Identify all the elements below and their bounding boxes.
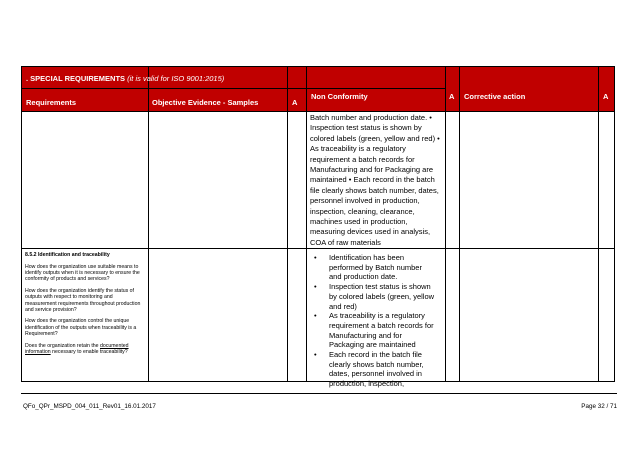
question-text: Does the organization retain the xyxy=(25,342,100,349)
column-header-corrective-action: Corrective action xyxy=(464,92,526,101)
non-conformity-bullet-list xyxy=(310,253,445,389)
table-border-left xyxy=(21,67,22,381)
text-line: machines used in production, xyxy=(310,217,408,227)
text-line: performed by Batch number xyxy=(329,262,422,272)
footer-page-number: Page 32 / 71 xyxy=(581,403,617,410)
text-line: requirement a batch records for xyxy=(329,320,434,330)
question-text: necessary to enable traceability? xyxy=(50,348,128,355)
text-line: COA of raw materials xyxy=(310,237,381,247)
column-divider xyxy=(148,67,149,381)
column-divider xyxy=(445,67,446,381)
footer-document-code: QFo_QPr_MSPD_004_011_Rev01_16.01.2017 xyxy=(23,403,156,410)
text-line: clearly shows batch number, xyxy=(329,359,424,369)
text-line: Batch number and production date. • xyxy=(310,113,432,122)
column-divider xyxy=(598,67,599,381)
table-border-right xyxy=(614,67,615,381)
requirement-question xyxy=(25,343,145,356)
column-divider xyxy=(306,67,307,381)
requirement-question: How does the organization identify the status of outputs with respect to monitoring and measurement requirements throughout production and service provision? xyxy=(25,287,141,313)
documented-information-link-text: documented information xyxy=(25,342,129,355)
requirement-question: How does the organization use suitable means to identify outputs when it is necessary to ensure the conformity of products and services? xyxy=(25,263,140,283)
text-line: inspection, cleaning, clearance, xyxy=(310,206,415,216)
requirements-table xyxy=(21,66,615,389)
requirement-title: 8.5.2 Identification and traceability xyxy=(25,252,110,258)
header-divider xyxy=(21,88,446,89)
column-header-non-conformity: Non Conformity xyxy=(311,92,368,101)
column-header-objective-evidence: Objective Evidence - Samples xyxy=(152,98,259,107)
text-line: dates, personnel involved in xyxy=(329,369,422,379)
list-item xyxy=(310,350,445,389)
requirement-cell xyxy=(25,252,145,361)
text-line: production, inspection, xyxy=(329,379,405,389)
text-line: Packaging are maintained xyxy=(329,340,416,350)
list-item xyxy=(310,282,445,311)
text-line: Manufacturing and for xyxy=(329,330,402,340)
text-line: • Each record in the batch file xyxy=(329,350,422,360)
non-conformity-cell xyxy=(310,113,445,248)
text-line: colored labels (green, yellow and red) • xyxy=(310,133,440,143)
text-line: and red) xyxy=(329,301,357,311)
header-bottom-line xyxy=(21,111,615,112)
text-line: • As traceability is a regulatory xyxy=(329,311,425,321)
column-divider xyxy=(287,67,288,381)
section-title xyxy=(26,74,224,83)
column-header-a: A xyxy=(449,92,455,101)
text-line: measuring devices used in analysis, xyxy=(310,227,431,237)
text-line: As traceability is a regulatory xyxy=(310,144,406,154)
text-line: file clearly shows batch number, dates, xyxy=(310,185,439,195)
text-line: by colored labels (green, yellow xyxy=(329,291,435,301)
list-item xyxy=(310,253,445,282)
text-line: personnel involved in production, xyxy=(310,196,420,206)
text-line: and production date. xyxy=(329,272,398,282)
text-line: • Inspection test status is shown xyxy=(329,282,431,292)
text-line: Manufacturing and for Packaging are xyxy=(310,165,433,175)
column-divider xyxy=(459,67,460,381)
list-item xyxy=(310,311,445,350)
column-header-requirements: Requirements xyxy=(26,98,77,107)
text-line: maintained • Each record in the batch xyxy=(310,175,435,185)
text-line: • Identification has been xyxy=(329,253,405,262)
section-title-note: (it is valid for ISO 9001:2015) xyxy=(127,74,225,83)
text-line: requirement a batch records for xyxy=(310,154,415,164)
requirement-question: How does the organization control the unique identification of the outputs when traceability is a Requirement? xyxy=(25,318,137,338)
footer-divider xyxy=(21,393,617,394)
column-header-a: A xyxy=(292,98,298,107)
column-header-a: A xyxy=(603,92,609,101)
section-title-text: . SPECIAL REQUIREMENTS xyxy=(26,74,126,83)
text-line: Inspection test status is shown by xyxy=(310,123,422,133)
